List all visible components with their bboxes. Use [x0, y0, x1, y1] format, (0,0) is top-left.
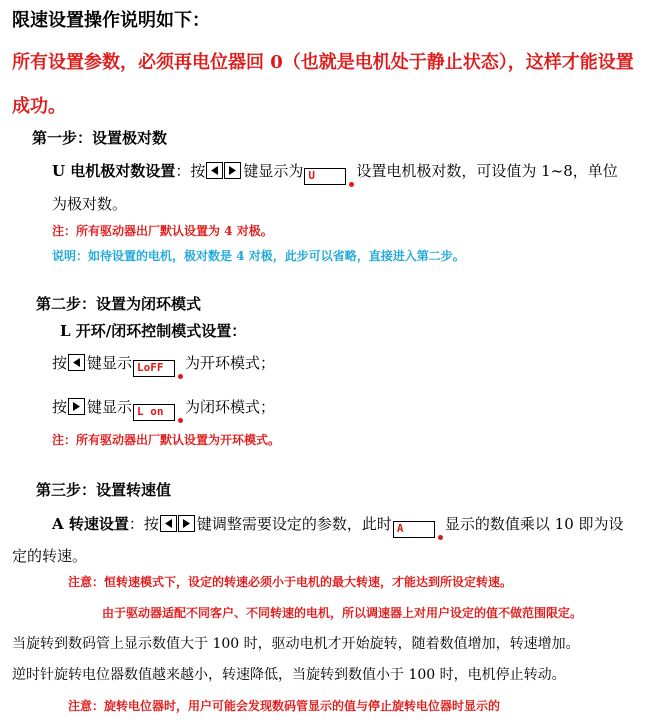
step2-line-open — [52, 352, 275, 377]
step2-heading: 第二步：设置为闭环模式 — [36, 295, 202, 313]
step1-line — [52, 160, 618, 185]
step2-line-closed — [52, 396, 275, 421]
step2-closed-text-2: 键显示 — [87, 398, 133, 416]
step3-heading: 第三步：设置转速值 — [36, 481, 172, 499]
right-arrow-key-icon — [68, 398, 85, 415]
step3-line-2: 定的转速。 — [12, 547, 88, 565]
step2-open-text-3: 为开环模式； — [185, 354, 276, 372]
step3-text-1: ：按 — [128, 515, 159, 533]
step2-closed-text-1: 按 — [52, 398, 68, 416]
lcd-display-u: U — [304, 168, 346, 185]
warning-line-2: 成功。 — [12, 96, 66, 117]
step3-label: A 转速设置 — [52, 515, 129, 533]
step1-label: U 电机极对数设置 — [52, 162, 176, 180]
step3-note-2: 由于驱动器适配不同客户、不同转速的电机，所以调速器上对用户设定的值不做范围限定。 — [102, 606, 583, 620]
lcd-display-a: A — [393, 521, 435, 538]
page-title: 限速设置操作说明如下： — [12, 10, 210, 31]
step1-text-3: 设置电机极对数，可设值为 1~8，单位 — [356, 162, 618, 180]
left-arrow-key-icon — [206, 162, 223, 179]
step2-open-text-1: 按 — [52, 354, 68, 372]
step1-line-2: 为极对数。 — [52, 195, 128, 213]
step3-line — [52, 513, 624, 538]
lcd-display-loff: LoFF — [133, 360, 175, 377]
step3-paragraph-2: 逆时针旋转电位器数值越来越小，转速降低，当旋转到数值小于 100 时，电机停止转动。 — [12, 667, 566, 683]
step1-text-2: 键显示为 — [243, 162, 304, 180]
left-arrow-key-icon — [160, 515, 177, 532]
step2-open-text-2: 键显示 — [87, 354, 133, 372]
step3-text-2: 键调整需要设定的参数，此时 — [196, 515, 392, 533]
right-arrow-key-icon — [178, 515, 195, 532]
step3-note-3: 注意：旋转电位器时，用户可能会发现数码管显示的值与停止旋转电位器时显示的 — [68, 699, 501, 713]
step3-note-1: 注意：恒转速模式下，设定的转速必须小于电机的最大转速，才能达到所设定转速。 — [68, 575, 513, 589]
right-key — [68, 398, 86, 415]
step1-heading: 第一步：设置极对数 — [32, 129, 168, 147]
step2-note-red: 注：所有驱动器出厂默认设置为开环模式。 — [52, 433, 281, 447]
step3-paragraph-1: 当旋转到数码管上显示数值大于 100 时，驱动电机才开始旋转，随着数值增加，转速增加。 — [12, 636, 580, 652]
left-right-keys — [206, 162, 242, 179]
step2-closed-text-3: 为闭环模式； — [185, 398, 276, 416]
left-right-keys — [160, 515, 196, 532]
right-arrow-key-icon — [224, 162, 241, 179]
step1-note-blue: 说明：如待设置的电机，极对数是 4 对极，此步可以省略，直接进入第二步。 — [52, 249, 465, 263]
left-arrow-key-icon — [68, 354, 85, 371]
left-key — [68, 354, 86, 371]
step2-subheading: L 开环/闭环控制模式设置： — [60, 322, 247, 340]
step3-text-3: 显示的数值乘以 10 即为设 — [444, 515, 624, 533]
step1-text-1: ：按 — [175, 162, 206, 180]
lcd-display-lon: L on — [133, 404, 175, 421]
warning-line-1: 所有设置参数，必须再电位器回 0（也就是电机处于静止状态），这样才能设置 — [12, 52, 634, 73]
step1-note-red: 注：所有驱动器出厂默认设置为 4 对极。 — [52, 224, 273, 238]
